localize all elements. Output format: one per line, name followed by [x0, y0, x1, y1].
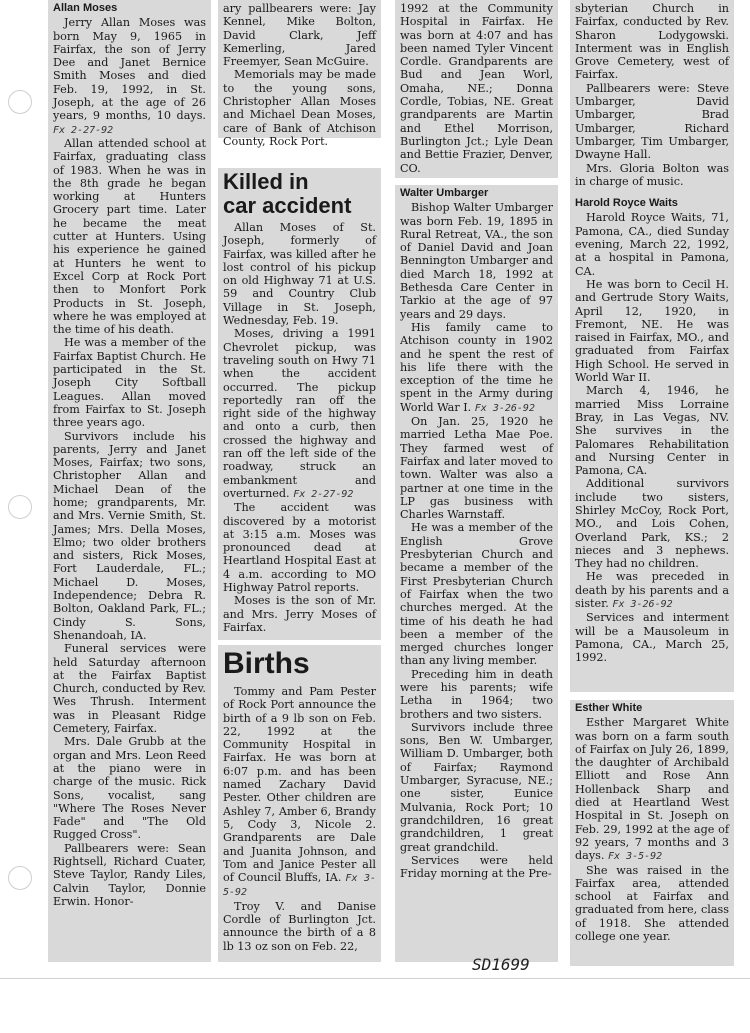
punch-hole-bottom	[8, 866, 32, 890]
paragraph: Jerry Allan Moses was born May 9, 1965 in Fairfax, the son of Jerry Dee and Janet Bernice Smith Moses and died Feb. 19, 1992, in St. Joseph, at the age of 26 years, 9 months, 10 days. Fx 2-27-92	[53, 16, 206, 136]
paragraph: 1992 at the Community Hospital in Fairfax. He was born at 4:07 and has been named Tyler Vincent Cordle. Grandparents are Bud and Jean Worl, Omaha, NE.; Donna Cordle, Tobias, NE. Great grandparents are Martin and Ethel Morrison, Burlington Jct.; Lyle Dean and Bettie Frazier, Denver, CO.	[400, 2, 553, 175]
paragraph: The accident was discovered by a motorist at 3:15 a.m. Moses was pronounced dead at Heartland Hospital East at 4 a.m. according to MO Highway Patrol reports.	[223, 501, 376, 595]
handwritten-note: Fx 2-27-92	[53, 124, 114, 136]
allan-moses-continued	[218, 0, 381, 148]
obituary-heading: Allan Moses	[53, 2, 118, 14]
paragraph: He was preceded in death by his parents and a sister. Fx 3-26-92	[575, 570, 729, 611]
article-headline: Killed in	[223, 169, 309, 194]
paragraph: Allan Moses of St. Joseph, formerly of Fairfax, was killed after he lost control of his pickup on old Highway 71 at U.S. 59 and Country Club Village in St. Joseph, Wednesday, Feb. 19.	[223, 221, 376, 328]
obituary-heading: Esther White	[575, 702, 643, 714]
handwritten-note: Fx 3-5-92	[223, 873, 376, 899]
paragraph: She was raised in the Fairfax area, attended school at Fairfax and graduated from here, class of 1918. She attended college one year.	[575, 863, 729, 944]
obituary-esther-white	[570, 700, 734, 966]
bottom-edge-line	[0, 978, 750, 979]
paragraph: He was a member of the English Grove Presbyterian Church and became a member of the First Presbyterian Church of Fairfax when the two churches merged. At the time of his death he had been a member of the merged churches longer than any living member.	[400, 521, 553, 668]
obituary-harold-royce-waits	[570, 0, 734, 692]
paragraph: Moses, driving a 1991 Chevrolet pickup, was traveling south on Hwy 71 when the accident occurred. The pickup reportedly ran off the right side of the highway and onto a curb, then crossed the highway and ran off the left side of the roadway, struck an embankment and overturned. Fx 2-27-92	[223, 327, 376, 500]
paragraph: sbyterian Church in Fairfax, conducted by Rev. Sharon Lodygowski. Interment was in English Grove Cemetery, west of Fairfax.	[575, 2, 729, 82]
paragraph: Funeral services were held Saturday afternoon at the Fairfax Baptist Church, conducted by Rev. Wes Thrush. Interment was in Pleasant Ridge Cemetery, Fairfax.	[53, 642, 206, 736]
handwritten-note: Fx 2-27-92	[293, 488, 354, 500]
paragraph: March 4, 1946, he married Miss Lorraine Bray, in Las Vegas, NV. She survives in the Palomares Rehabilitation and Nursing Center in Pamona, CA.	[575, 384, 729, 478]
paragraph: Troy V. and Danise Cordle of Burlington Jct. announce the birth of a 8 lb 13 oz son on Feb. 22,	[223, 899, 376, 953]
punch-hole-middle	[8, 495, 32, 519]
article-births	[218, 645, 381, 962]
paragraph: Additional survivors include two sisters, Shirley McCoy, Rock Port, MO., and Lois Cohen, Overland Park, KS.; 2 nieces and 3 nephews. They had no children.	[575, 477, 729, 571]
paragraph: Esther Margaret White was born on a farm south of Fairfax on July 26, 1899, the daughter of Archibald Elliott and Rose Ann Hollenback Sharp and died at Heartland West Hospital in St. Joseph on Feb. 29, 1992 at the age of 92 years, 7 months and 3 days. Fx 3-5-92	[575, 716, 729, 863]
births-continued	[395, 0, 558, 178]
paragraph: Survivors include three sons, Ben W. Umbarger, William D. Umbarger, both of Fairfax; Raymond Umbarger, Syracuse, NE.; one sister, Eunice Mulvania, Rock Port; 10 grandchildren, 16 great grandchildren, 1 great great grandchild.	[400, 720, 553, 854]
obituary-allan-moses	[48, 0, 211, 962]
paragraph: Harold Royce Waits, 71, Pamona, CA., died Sunday evening, March 22, 1992, at a hospital in Pamona, CA.	[575, 211, 729, 278]
paragraph: His family came to Atchison county in 1902 and he spent the rest of his life there with the exception of the time he spent in the Army during World War I. Fx 3-26-92	[400, 320, 553, 414]
paragraph: Tommy and Pam Pester of Rock Port announce the birth of a 9 lb son on Feb. 22, 1992 at the Community Hospital in Fairfax. He was born at 6:07 p.m. and has been named Zachary David Pester. Other children are Ashley 7, Amber 6, Brandy 5, Cody 3, Nicole 2. Grandparents are Dale and Juanita Johnson, and Tom and Janice Pester all of Council Bluffs, IA. Fx 3-5-92	[223, 685, 376, 899]
article-headline: car accident	[223, 193, 352, 218]
obituary-walter-umbarger	[395, 185, 558, 962]
paragraph: Pallbearers were: Steve Umbarger, David Umbarger, Brad Umbarger, Richard Umbarger, Tim Umbarger, Dwayne Hall.	[575, 81, 729, 162]
paragraph: Moses is the son of Mr. and Mrs. Jerry Moses of Fairfax.	[223, 594, 376, 634]
paragraph: Services were held Friday morning at the Pre-	[400, 853, 553, 881]
paragraph: Survivors include his parents, Jerry and Janet Moses, Fairfax; two sons, Christopher Allan and Michael Dean of the home; grandparents, Mr. and Mrs. Vernie Smith, St. James; Mrs. Della Moses, Elmo; two older brothers and sisters, Rick Moses, Fort Lauderdale, FL.; Michael D. Moses, Independence; Debra R. Bolton, Oakland Park, FL.; Cindy S. Sons, Shenandoah, IA.	[53, 429, 206, 642]
section-headline: Births	[223, 647, 310, 680]
paragraph: Preceding him in death were his parents; wife Letha in 1964; two brothers and two sisters.	[400, 667, 553, 721]
handwritten-page-id: SD1699	[472, 955, 530, 974]
paragraph: He was born to Cecil H. and Gertrude Story Waits, April 12, 1920, in Fremont, NE. He was raised in Fairfax, MO., and graduated from Fairfax High School. He served in World War II.	[575, 277, 729, 385]
paragraph: Pallbearers were: Sean Rightsell, Richard Cuater, Steve Taylor, Randy Liles, Calvin Taylor, Donnie Erwin. Honor-	[53, 841, 206, 908]
paragraph: ary pallbearers were: Jay Kennel, Mike Bolton, David Clark, Jeff Kemerling, Jared Freemyer, Sean McGuire.	[223, 2, 376, 69]
paragraph: Mrs. Gloria Bolton was in charge of music.	[575, 161, 729, 188]
paragraph: Bishop Walter Umbarger was born Feb. 19, 1895 in Rural Retreat, VA., the son of Daniel David and Joan Bennington Umbarger and died March 18, 1992 at Bethesda Care Center in Tarkio at the age of 97 years and 29 days.	[400, 201, 553, 321]
handwritten-note: Fx 3-5-92	[608, 851, 663, 863]
paragraph: Services and interment will be a Mausoleum in Pamona, CA., March 25, 1992.	[575, 611, 729, 665]
paragraph: Allan attended school at Fairfax, graduating class of 1983. When he was in the 8th grade he began working at Hunters Grocery part time. Later he became the meat cutter at Hunters. Using his experience he gained at Hunters he went to Excel Corp at Rock Port then to Monfort Pork Products in St. Joseph, where he was employed at the time of his death.	[53, 136, 206, 337]
article-killed-in-car-accident	[218, 168, 381, 640]
handwritten-note: Fx 3-26-92	[474, 402, 535, 414]
punch-hole-top	[8, 90, 32, 114]
paragraph: Memorials may be made to the young sons, Christopher Allan Moses and Michael Dean Moses, care of Bank of Atchison County, Rock Port.	[223, 68, 376, 148]
paragraph: Mrs. Dale Grubb at the organ and Mrs. Leon Reed at the piano were in charge of the music. Rick Sons, vocalist, sang "Where The Roses Never Fade" and "The Old Rugged Cross".	[53, 735, 206, 842]
handwritten-note: Fx 3-26-92	[612, 599, 673, 611]
paragraph: He was a member of the Fairfax Baptist Church. He participated in the St. Joseph City Softball Leagues. Allan moved from Fairfax to St. Joseph three years ago.	[53, 336, 206, 430]
obituary-heading: Walter Umbarger	[400, 187, 489, 199]
paragraph: On Jan. 25, 1920 he married Letha Mae Poe. They farmed west of Fairfax and later moved to town. Walter was also a partner at one time in the LP gas business with Charles Warnstaff.	[400, 415, 553, 522]
obituary-heading: Harold Royce Waits	[575, 197, 678, 210]
